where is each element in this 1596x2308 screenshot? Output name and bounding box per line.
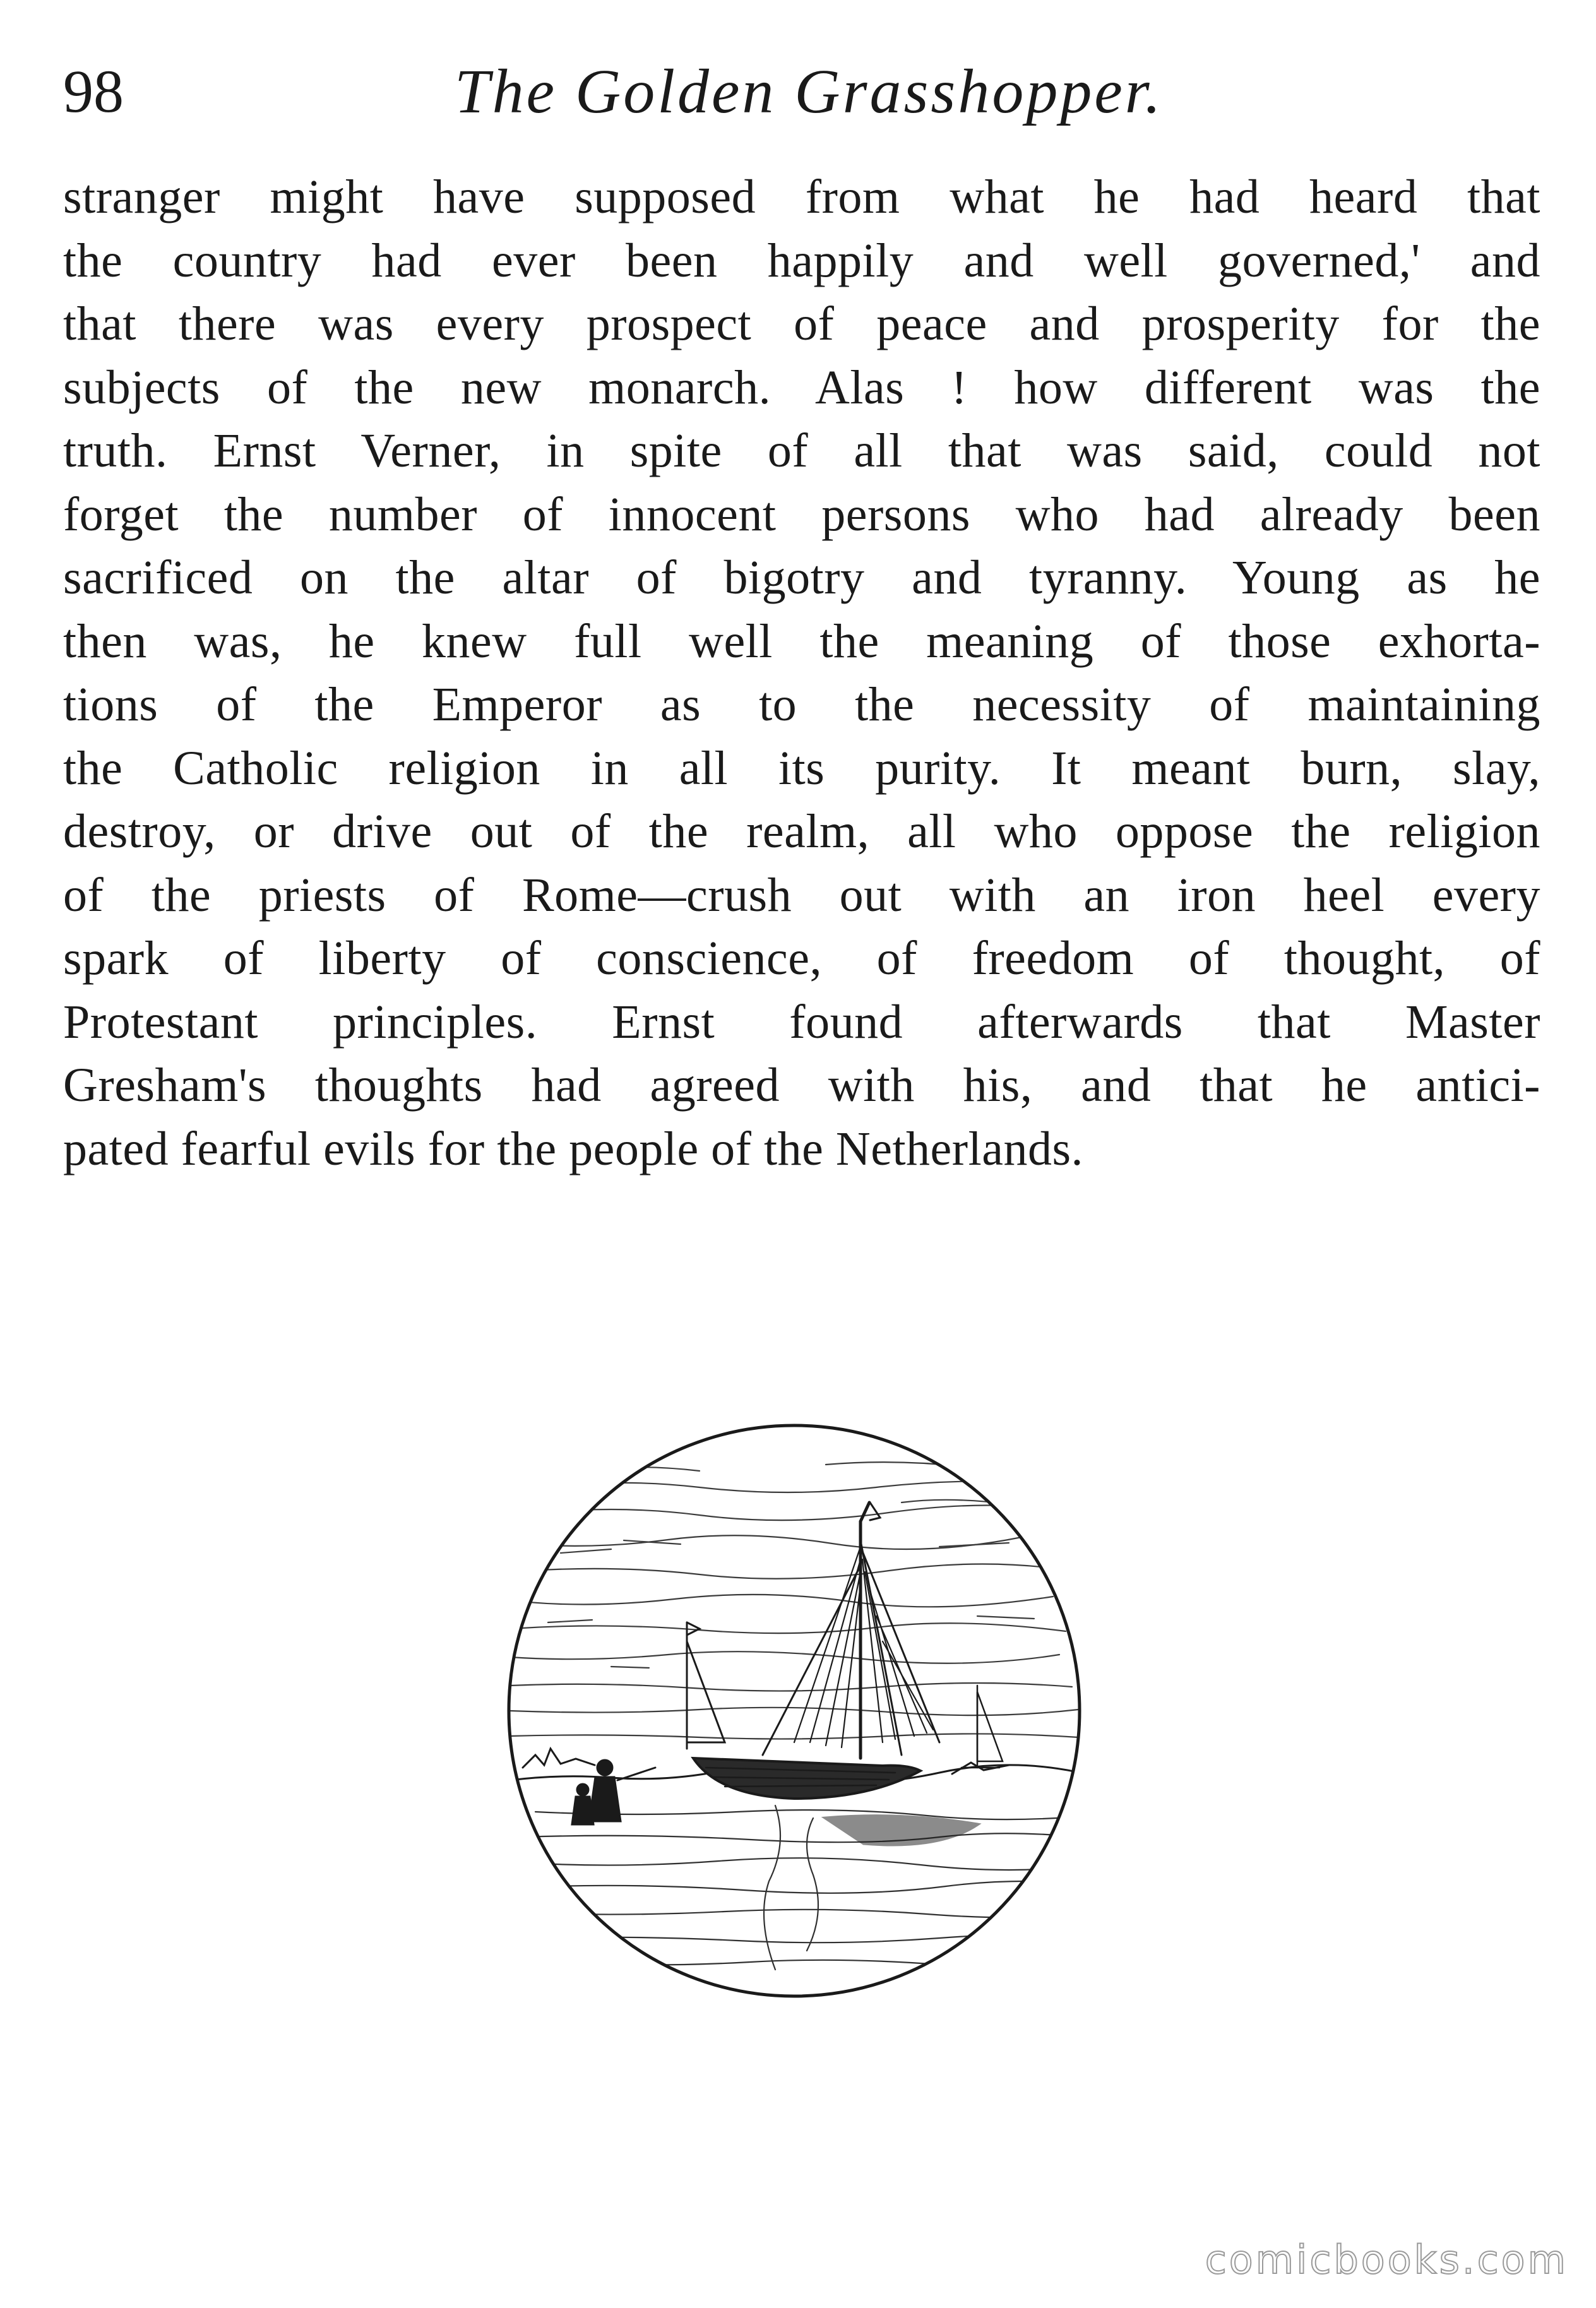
text-line: the country had ever been happily and well governed,' and	[63, 234, 1540, 287]
page-header	[63, 51, 1540, 133]
text-line: destroy, or drive out of the realm, all who oppose the religion	[63, 805, 1540, 858]
watermark: comicbooks.com	[1205, 2237, 1568, 2283]
running-title: The Golden Grasshopper.	[455, 56, 1164, 126]
text-line: tions of the Emperor as to the necessity of maintaining	[63, 678, 1540, 731]
text-line: then was, he knew full well the meaning of those exhorta-	[63, 614, 1540, 668]
text-line: stranger might have supposed from what he had heard that	[63, 170, 1540, 223]
text-line: Gresham's thoughts had agreed with his, and that he antici-	[63, 1059, 1540, 1112]
text-line: Protestant principles. Ernst found afterwards that Master	[63, 995, 1540, 1049]
text-line: pated fearful evils for the people of the Netherlands.	[63, 1122, 1084, 1175]
text-line: sacrificed on the altar of bigotry and tyranny. Young as he	[63, 551, 1540, 604]
text-line: subjects of the new monarch. Alas ! how different was the	[63, 360, 1540, 414]
text-line: spark of liberty of conscience, of freedom of thought, of	[63, 932, 1540, 985]
text-line: forget the number of innocent persons who had already been	[63, 487, 1540, 541]
page-number: 98	[63, 57, 124, 125]
text-line: that there was every prospect of peace and prosperity for the	[63, 297, 1540, 350]
ship-harbour-engraving-icon	[497, 1414, 1091, 2008]
text-line: of the priests of Rome—crush out with an iron heel every	[63, 868, 1540, 922]
body-text	[63, 165, 1540, 1181]
text-line: the Catholic religion in all its purity. It meant burn, slay,	[63, 741, 1540, 795]
text-line: truth. Ernst Verner, in spite of all that was said, could not	[63, 424, 1540, 477]
